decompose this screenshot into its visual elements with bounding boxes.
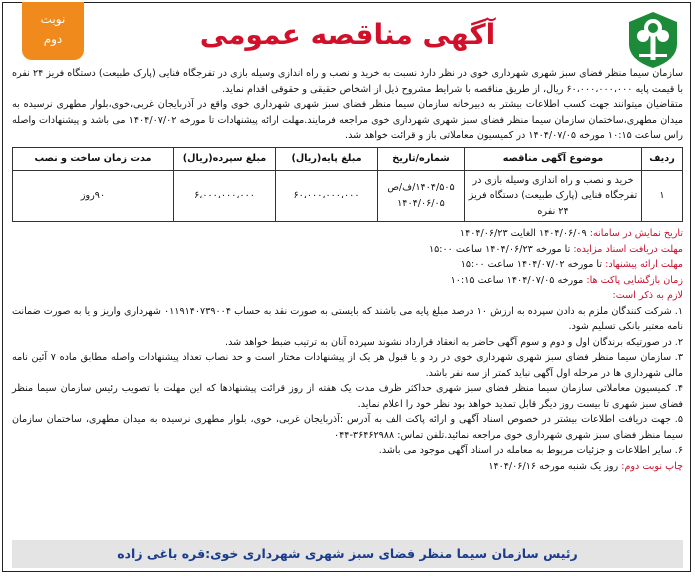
- docs-value: تا مورخه ۱۴۰۴/۰۶/۲۳ ساعت ۱۵:۰۰: [428, 243, 571, 255]
- opening-date-line: [12, 273, 683, 289]
- ad-body: [12, 66, 683, 536]
- intro-paragraph: سازمان سیما منظر فضای سبز شهری شهرداری خوی در نظر دارد نسبت به خرید و نصب و راه اندازی وسیله بازی در تفرجگاه فنایی (پارک طبیعت) دستگاه فریز ۲۴ نفره با قیمت پایه ۶۰،۰۰۰،۰۰۰،۰۰۰ ریال، از طریق مناقصه با شرایط مشروح ذیل از اشخاص حقیقی و حقوقی اقدام نماید.: [12, 68, 683, 95]
- cell-number: ۱۴۰۴/۵۰۵/ف/ص: [387, 182, 455, 194]
- opening-label: زمان بازگشایی پاکت ها:: [586, 274, 683, 286]
- col-duration-header: مدت زمان ساخت و نصب: [13, 147, 174, 170]
- issue-tab-line1: نوبت: [40, 12, 66, 26]
- note-item: ۲. در صورتیکه برندگان اول و دوم و سوم آگهی حاضر به انعقاد قرارداد نشوند سپرده آنان به ترتیب ضبط خواهد شد.: [225, 336, 683, 348]
- note-item: ۱. شرکت کنندگان ملزم به دادن سپرده به ارزش ۱۰ درصد مبلغ پایه می باشند که بایستی به صورت نقد به حساب ۰۱۱۹۱۴۰۷۳۹۰۰۴ شهرداری واریز و یا به صورت ضمانت نامه معتبر بانکی تسلیم شود.: [12, 305, 683, 332]
- tender-table: [12, 147, 683, 223]
- issue-tab-line2: دوم: [43, 32, 63, 46]
- offer-label: مهلت ارائه پیشنهاد:: [605, 259, 683, 270]
- col-index-header: ردیف: [642, 147, 683, 170]
- signature-footer: رئیس سازمان سیما منظر فضای سبز شهری شهرداری خوی:قره باغی زاده: [12, 540, 683, 568]
- note-item: ۴. کمیسیون معاملاتی سازمان سیما منظر فضای سبز شهری حداکثر ظرف مدت یک هفته از روز قرائت پیشنهادها که این مهلت با تصویب رئیس سازمان سیما منظر فضای سبز شهری تا بیست روز دیگر قابل تمدید خواهد بود نظر خود را اعلام نماید.: [12, 383, 683, 410]
- applicants-paragraph: متقاضیان میتوانند جهت کسب اطلاعات بیشتر به دبیرخانه سازمان سیما منظر فضای سبز شهری شهرداری خوی واقع در آذربایجان غربی،خوی،بلوار مطهری نرسیده به میدان مطهری،ساختمان سازمان سیما منظر فضای سبز شهری شهرداری خوی مراجعه فرمایند.مهلت ارائه پیشنهادات تا مورخه ۱۴۰۴/۰۷/۰۲ می باشد و پیشنهادات واصله راس ساعت ۱۰:۱۵ مورخه ۱۴۰۴/۰۷/۰۵ در کمیسیون معاملاتی باز و قرائت خواهد شد.: [12, 99, 684, 141]
- note-item: ۳. سازمان سیما منظر فضای سبز شهری شهرداری خوی در رد و یا قبول هر یک از پیشنهادات مختار است و حد نصاب تعداد پیشنهادات واصله مطابق ماده ۷ آئین نامه مالی شهرداری ها در مرحله اول آگهی نباید کمتر از سه نفر باشد.: [12, 352, 683, 379]
- cell-deposit: ۶،۰۰۰،۰۰۰،۰۰۰: [174, 170, 276, 222]
- display-value: ۱۴۰۴/۰۶/۰۹ الغایت ۱۴۰۴/۰۶/۲۳: [459, 228, 587, 239]
- print-line: [12, 459, 683, 475]
- col-subject-header: موضوع آگهی مناقصه: [465, 147, 642, 170]
- notes-list: [12, 304, 683, 459]
- offer-date-line: [12, 257, 683, 273]
- cell-index: ۱: [642, 170, 683, 222]
- opening-value: مورخه ۱۴۰۴/۰۷/۰۵ ساعت ۱۰:۱۵: [450, 274, 584, 286]
- print-label: چاپ نوبت دوم:: [621, 460, 683, 472]
- note-item: ۵. جهت دریافت اطلاعات بیشتر در خصوص اسناد آگهی و ارائه پاکت الف به آدرس :آذربایجان غربی، خوی، بلوار مطهری نرسیده به میدان مطهری، ساختمان سازمان سیما منظر فضای سبز شهری شهرداری خوی مراجعه نمائید.تلفن تماس: ۳۶۴۶۲۹۸۸-۰۴۴: [12, 414, 683, 441]
- offer-value: تا مورخه ۱۴۰۴/۰۷/۰۲ ساعت ۱۵:۰۰: [460, 259, 603, 270]
- cell-date: ۱۴۰۴/۰۶/۰۵: [397, 197, 445, 209]
- cell-subject: خرید و نصب و راه اندازی وسیله بازی در تفرجگاه فنایی (پارک طبیعت) دستگاه فریز ۲۴ نفره: [465, 170, 642, 222]
- print-value: روز یک شنبه مورخه ۱۴۰۴/۰۶/۱۶: [488, 460, 619, 472]
- col-deposit-header: مبلغ سپرده(ریال): [174, 147, 276, 170]
- col-number-header: شماره/تاریخ: [378, 147, 465, 170]
- table-header-row: [13, 147, 683, 170]
- notes-label: لازم به ذکر است:: [612, 290, 683, 301]
- cell-number-date: [378, 170, 465, 222]
- col-base-header: مبلغ پایه(ریال): [276, 147, 378, 170]
- display-date-line: [12, 226, 683, 242]
- table-row: [13, 170, 683, 222]
- display-label: تاریخ نمایش در سامانه:: [589, 228, 683, 239]
- cell-base: ۶۰،۰۰۰،۰۰۰،۰۰۰: [276, 170, 378, 222]
- cell-duration: ۹۰روز: [13, 170, 174, 222]
- dates-block: [12, 226, 683, 304]
- docs-date-line: [12, 242, 683, 258]
- issue-tab: [22, 2, 84, 60]
- note-item: ۶. سایر اطلاعات و جزئیات مربوط به معامله در اسناد آگهی موجود می باشد.: [378, 445, 683, 456]
- tree-logo-icon: [625, 10, 681, 70]
- docs-label: مهلت دریافت اسناد مزایده:: [573, 243, 683, 255]
- page-title: آگهی مناقصه عمومی: [199, 18, 496, 51]
